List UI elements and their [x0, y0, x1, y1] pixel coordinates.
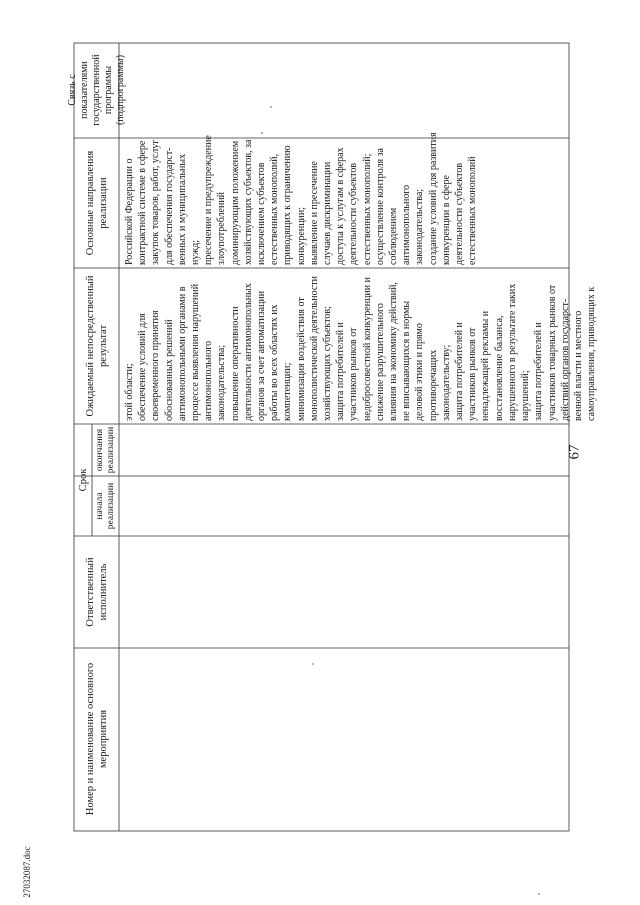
result-line: своевременного принятия	[150, 310, 162, 421]
header-term: Срок	[78, 468, 89, 492]
result-line: обеспечение условий для	[137, 313, 149, 421]
header-link: Связь с показателями государственной программы (подпрограммы)	[67, 54, 126, 126]
direction-line: венных и муниципальных	[176, 153, 188, 265]
direction-line: соблюдением	[388, 207, 400, 265]
result-line: защита потребителей и	[454, 322, 466, 421]
result-line: антимонопольными органами в	[176, 286, 188, 421]
result-line: действий органов государст-	[559, 298, 571, 421]
header-result: Ожидаемый непосредственный результат	[85, 275, 109, 417]
scan-speck	[270, 106, 272, 108]
direction-line: Российской Федерации о	[124, 158, 135, 265]
result-line: недобросовестной конкуренции и	[361, 277, 373, 421]
doc-code: 27032087.doc	[22, 846, 32, 898]
direction-line: антимонопольного	[401, 184, 413, 265]
result-line: процессе выявления нарушений	[190, 283, 202, 421]
result-line: влияния на экономику действий,	[388, 282, 400, 421]
result-line: защита потребителей и	[533, 322, 545, 421]
direction-line: естественных монополий,	[269, 153, 281, 265]
result-line: самоуправления, приводящих к	[586, 286, 598, 421]
result-line: законодательству;	[440, 344, 452, 421]
result-line: деятельности антимонопольных	[242, 283, 254, 421]
result-line: венной власти и местного	[572, 310, 584, 421]
page-number: 67	[566, 444, 583, 460]
direction-line: контрактной системе в сфере	[137, 140, 149, 265]
direction-line: хозяйствующих субъектов, за	[242, 139, 254, 265]
direction-line: деятельности субъектов	[348, 162, 360, 265]
result-line: противоречащих	[427, 349, 439, 421]
direction-line: приводящих к ограничению	[282, 145, 294, 265]
result-line: не вписывающихся в нормы	[401, 300, 413, 421]
result-line: этой области;	[124, 363, 135, 421]
result-line: защита потребителей и	[335, 322, 347, 421]
result-cell	[123, 269, 598, 421]
header-directions: Основные направления реализации	[85, 150, 109, 256]
result-line: повышение оперативности	[229, 306, 241, 421]
direction-line: выявление и пресечение	[308, 161, 320, 265]
direction-line: конкуренции в сфере	[440, 175, 452, 265]
result-line: участников рынков от	[348, 327, 360, 421]
result-line: восстановление баланса,	[493, 315, 505, 421]
result-line: монополистической деятельности	[308, 275, 320, 421]
scan-speck	[312, 663, 314, 665]
result-line: участников товарных рынков от	[546, 284, 558, 421]
result-line: деловой этики и прямо	[414, 323, 426, 421]
result-line: нарушений;	[520, 370, 532, 421]
direction-line: естественных монополий;	[361, 153, 373, 265]
direction-line: злоупотреблений	[216, 191, 228, 265]
header-term-start: начала реализации	[94, 482, 116, 530]
result-line: участников рынков от	[467, 327, 479, 421]
directions-cell	[123, 132, 479, 265]
direction-line: создание условий для развития	[427, 132, 439, 265]
direction-line: закупок товаров, работ, услуг	[150, 139, 162, 265]
direction-line: конкуренции;	[295, 206, 307, 265]
result-line: компетенции;	[282, 362, 294, 421]
direction-line: осуществление контроля за	[374, 148, 386, 265]
direction-line: законодательства;	[414, 188, 426, 265]
scan-speck	[261, 132, 263, 134]
result-line: законодательства;	[216, 344, 228, 421]
scan-speck	[538, 893, 540, 895]
direction-line: естественных монополий	[467, 156, 479, 265]
result-line: минимизация воздействия от	[295, 297, 307, 421]
direction-line: пресечение и предупреждение	[203, 135, 215, 265]
direction-line: случаев дискриминации	[322, 161, 334, 265]
header-term-end: окончания реализации	[94, 426, 116, 474]
direction-line: доминирующим положением	[229, 140, 241, 265]
direction-line: нужд;	[190, 240, 202, 265]
result-line: снижение разрушительного	[374, 303, 386, 421]
result-line: хозяйствующих субъектов;	[322, 306, 334, 421]
result-line: обоснованных решений	[163, 319, 175, 421]
result-line: нарушенного в результате таких	[506, 283, 518, 421]
result-line: ненадлежащей рекламы и	[480, 310, 492, 421]
direction-line: для обеспечения государст-	[163, 147, 175, 265]
result-line: органов за счет автоматизации	[256, 290, 268, 421]
header-number-name: Номер и наименование основного мероприятия	[85, 662, 109, 816]
direction-line: исключением субъектов	[256, 162, 268, 265]
direction-line: деятельности субъектов	[454, 162, 466, 265]
direction-line: доступа к услугам в сферах	[335, 147, 347, 265]
result-line: работы во всех областях их	[269, 304, 281, 421]
header-executor: Ответственный исполнитель	[85, 557, 109, 627]
result-line: антимонопольного	[203, 340, 215, 421]
